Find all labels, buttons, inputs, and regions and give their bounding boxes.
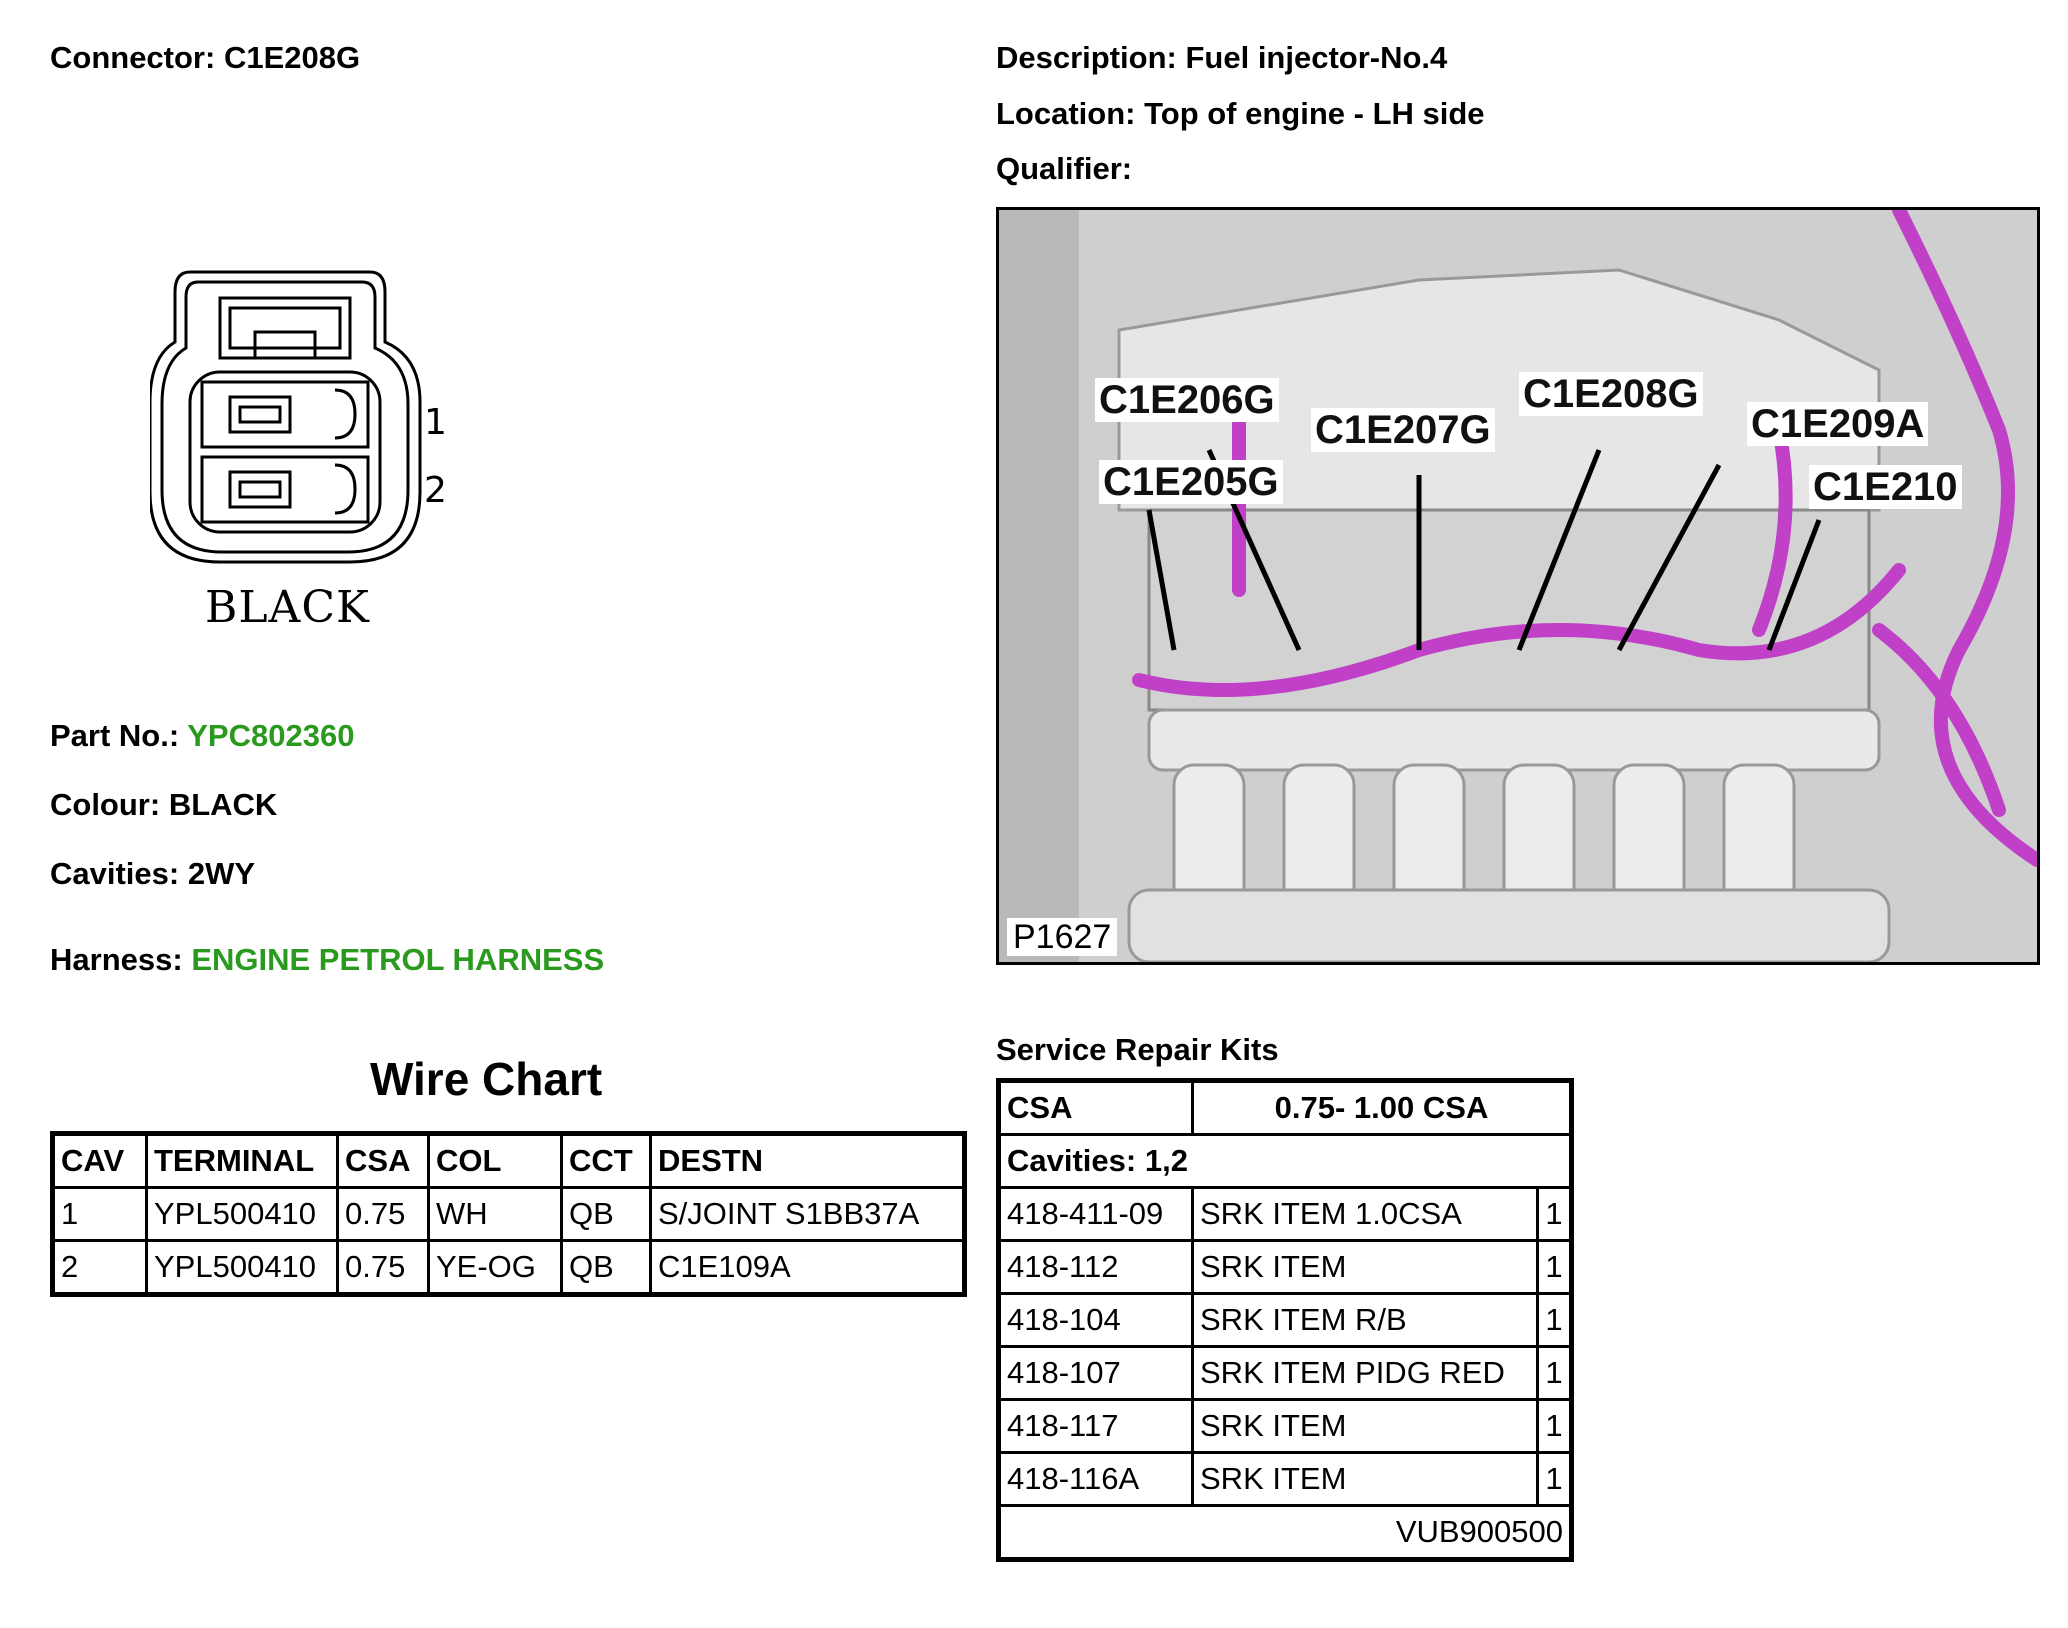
connector-label: Connector: bbox=[50, 40, 216, 75]
part-no-line bbox=[50, 718, 354, 754]
harness-label: Harness: bbox=[50, 942, 183, 977]
srk-item-desc: SRK ITEM 1.0CSA bbox=[1193, 1188, 1538, 1241]
harness-value: ENGINE PETROL HARNESS bbox=[191, 942, 605, 977]
location-line bbox=[996, 96, 1485, 132]
cell-destn: C1E109A bbox=[651, 1241, 965, 1295]
srk-item-qty: 1 bbox=[1538, 1347, 1572, 1400]
wire-chart-header-row bbox=[53, 1134, 965, 1188]
header-cav: CAV bbox=[53, 1134, 147, 1188]
description-label: Description: bbox=[996, 40, 1177, 75]
callout-c1e205g: C1E205G bbox=[1099, 460, 1283, 504]
cell-col: YE-OG bbox=[429, 1241, 562, 1295]
srk-item-code: 418-107 bbox=[999, 1347, 1193, 1400]
connector-colour-text: BLACK bbox=[205, 582, 370, 633]
srk-item-desc: SRK ITEM bbox=[1193, 1400, 1538, 1453]
callout-c1e206g: C1E206G bbox=[1095, 378, 1279, 422]
location-value: Top of engine - LH side bbox=[1144, 96, 1485, 131]
header-terminal: TERMINAL bbox=[147, 1134, 338, 1188]
cell-terminal: YPL500410 bbox=[147, 1188, 338, 1241]
srk-csa-label: CSA bbox=[999, 1081, 1193, 1135]
table-row bbox=[999, 1347, 1572, 1400]
cell-cct: QB bbox=[562, 1241, 651, 1295]
pin-2-label: 2 bbox=[424, 470, 447, 511]
cavities-label: Cavities: bbox=[50, 856, 180, 891]
srk-item-code: 418-104 bbox=[999, 1294, 1193, 1347]
callout-c1e209a: C1E209A bbox=[1747, 402, 1928, 446]
srk-item-code: 418-411-09 bbox=[999, 1188, 1193, 1241]
srk-csa-row bbox=[999, 1081, 1572, 1135]
srk-item-desc: SRK ITEM PIDG RED bbox=[1193, 1347, 1538, 1400]
cell-cav: 1 bbox=[53, 1188, 147, 1241]
cavities-value: 2WY bbox=[187, 856, 256, 891]
callout-c1e207g: C1E207G bbox=[1311, 408, 1495, 452]
srk-title: Service Repair Kits bbox=[996, 1032, 1279, 1067]
qualifier-line bbox=[996, 151, 1132, 187]
srk-item-desc: SRK ITEM R/B bbox=[1193, 1294, 1538, 1347]
engine-location-image bbox=[996, 207, 2040, 965]
cell-destn: S/JOINT S1BB37A bbox=[651, 1188, 965, 1241]
cell-cct: QB bbox=[562, 1188, 651, 1241]
srk-item-qty: 1 bbox=[1538, 1188, 1572, 1241]
srk-item-qty: 1 bbox=[1538, 1400, 1572, 1453]
srk-item-qty: 1 bbox=[1538, 1294, 1572, 1347]
part-no-value: YPC802360 bbox=[187, 718, 355, 753]
table-row bbox=[999, 1453, 1572, 1506]
cavities-line bbox=[50, 856, 255, 892]
pin-1-label: 1 bbox=[424, 402, 447, 443]
connector-value: C1E208G bbox=[223, 40, 361, 75]
qualifier-label: Qualifier: bbox=[996, 151, 1133, 186]
srk-footer-row bbox=[999, 1506, 1572, 1560]
connector-line bbox=[50, 40, 360, 76]
srk-item-code: 418-116A bbox=[999, 1453, 1193, 1506]
srk-item-desc: SRK ITEM bbox=[1193, 1453, 1538, 1506]
photo-reference: P1627 bbox=[1007, 918, 1117, 956]
srk-csa-value: 0.75- 1.00 CSA bbox=[1193, 1081, 1572, 1135]
srk-item-desc: SRK ITEM bbox=[1193, 1241, 1538, 1294]
colour-value: BLACK bbox=[168, 787, 278, 822]
srk-item-qty: 1 bbox=[1538, 1453, 1572, 1506]
description-line bbox=[996, 40, 1447, 76]
cell-terminal: YPL500410 bbox=[147, 1241, 338, 1295]
srk-item-qty: 1 bbox=[1538, 1241, 1572, 1294]
header-col: COL bbox=[429, 1134, 562, 1188]
table-row bbox=[999, 1294, 1572, 1347]
header-cct: CCT bbox=[562, 1134, 651, 1188]
harness-line bbox=[50, 942, 604, 978]
location-label: Location: bbox=[996, 96, 1136, 131]
table-row bbox=[999, 1188, 1572, 1241]
part-no-label: Part No.: bbox=[50, 718, 180, 753]
table-row bbox=[999, 1241, 1572, 1294]
description-value: Fuel injector-No.4 bbox=[1185, 40, 1448, 75]
cell-cav: 2 bbox=[53, 1241, 147, 1295]
table-row bbox=[999, 1400, 1572, 1453]
cell-csa: 0.75 bbox=[338, 1188, 429, 1241]
wire-chart-table bbox=[50, 1131, 967, 1297]
header-csa: CSA bbox=[338, 1134, 429, 1188]
srk-cavities-row bbox=[999, 1135, 1572, 1188]
callout-c1e208g: C1E208G bbox=[1519, 372, 1703, 416]
srk-item-code: 418-117 bbox=[999, 1400, 1193, 1453]
header-destn: DESTN bbox=[651, 1134, 965, 1188]
cell-csa: 0.75 bbox=[338, 1241, 429, 1295]
cell-col: WH bbox=[429, 1188, 562, 1241]
engine-illustration bbox=[999, 210, 2037, 962]
srk-footer: VUB900500 bbox=[999, 1506, 1572, 1560]
srk-table bbox=[996, 1078, 1574, 1562]
srk-cavities: Cavities: 1,2 bbox=[999, 1135, 1572, 1188]
table-row bbox=[53, 1241, 965, 1295]
callout-c1e210: C1E210 bbox=[1809, 465, 1962, 509]
colour-line bbox=[50, 787, 277, 823]
colour-label: Colour: bbox=[50, 787, 161, 822]
table-row bbox=[53, 1188, 965, 1241]
wire-chart-title: Wire Chart bbox=[370, 1053, 603, 1105]
srk-item-code: 418-112 bbox=[999, 1241, 1193, 1294]
